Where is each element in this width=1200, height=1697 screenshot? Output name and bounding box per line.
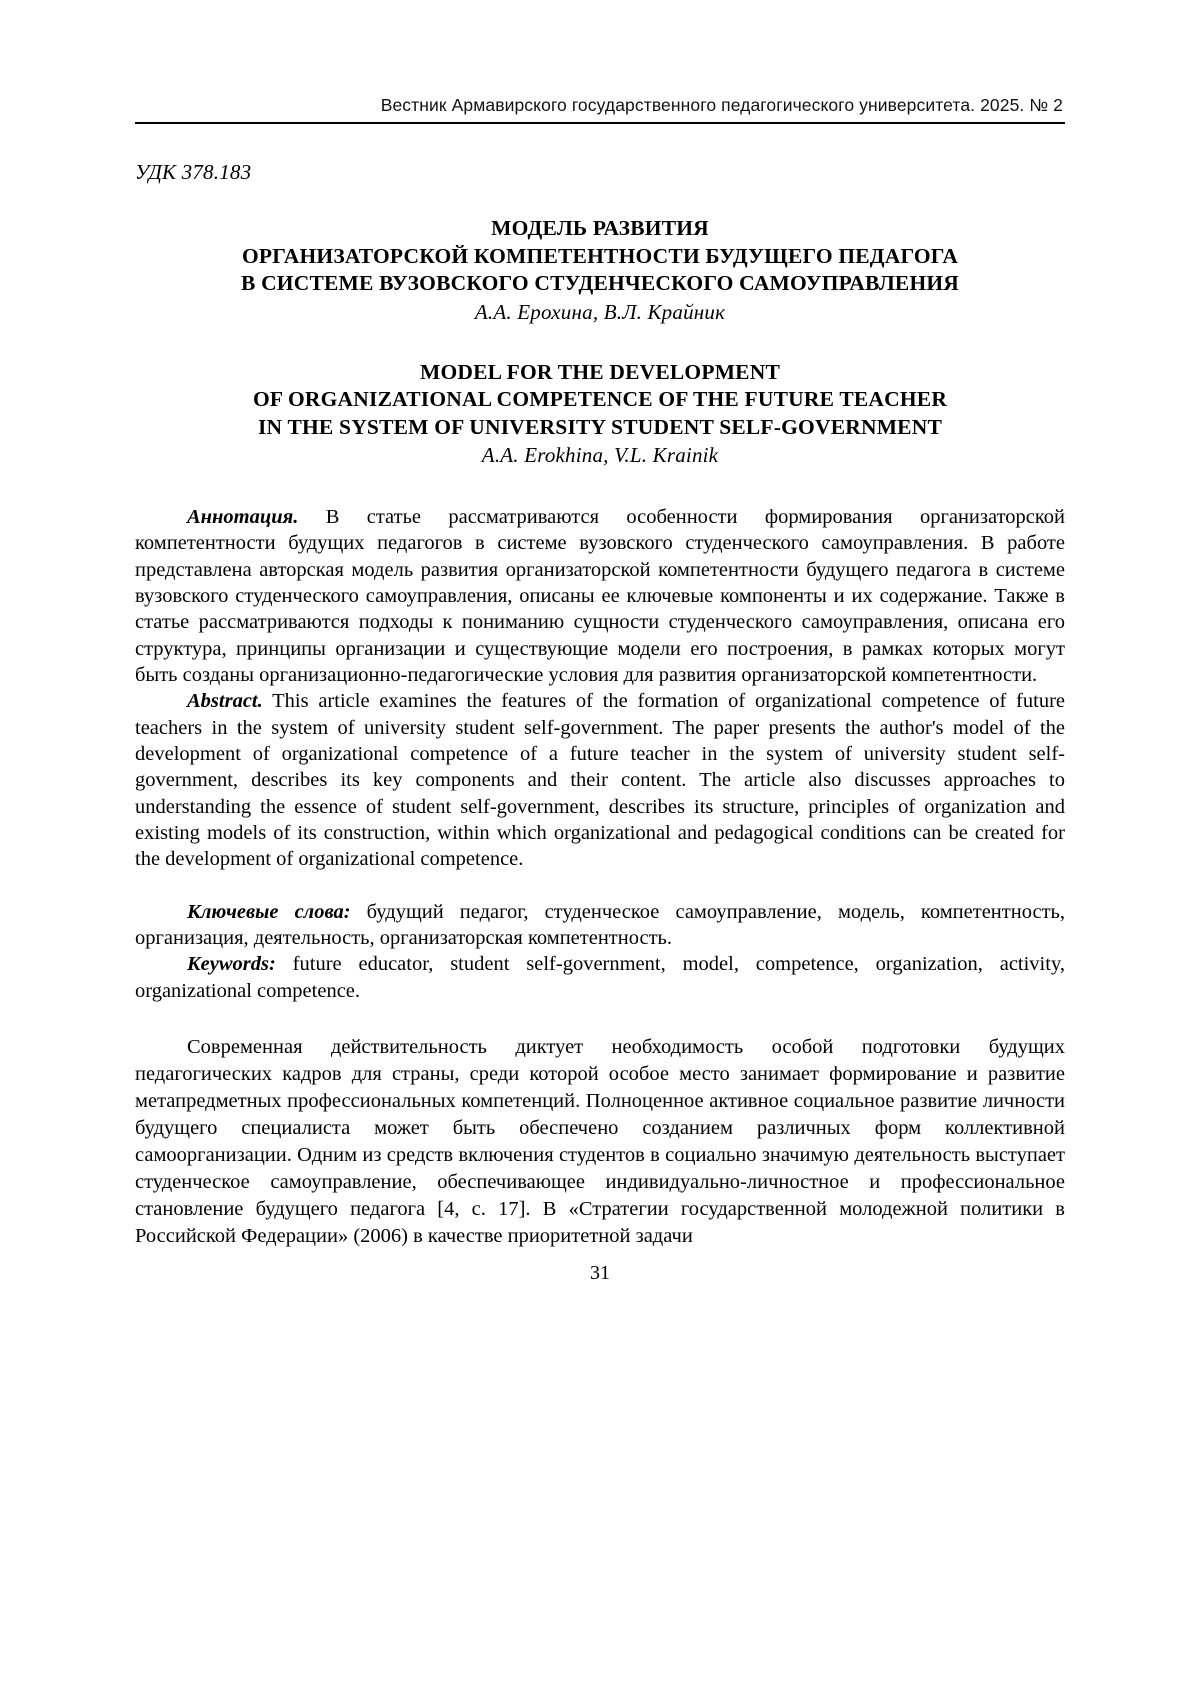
keywords-section [135,899,1065,1004]
title-russian-line-1: МОДЕЛЬ РАЗВИТИЯ [491,216,709,240]
abstract-russian [135,504,1065,688]
keywords-english-label: Keywords: [187,953,276,976]
authors-english: A.A. Erokhina, V.L. Krainik [481,443,719,468]
body-paragraph-1: Современная действительность диктует необходимость особой подготовки будущих педагогических кадров для страны, среди которой особое место занимает формирование и развитие метапредметных профессиональных компетенций. Полноценное активное социальное развитие личности будущего специалиста может быть обеспечено созданием различных форм коллективной самоорганизации. Одним из средств включения студентов в социально значимую деятельность выступает студенческое самоуправление, обеспечивающее индивидуально-личностное и профессиональное становление будущего педагога [4, с. 17]. В «Стратегии государственной молодежной политики в Российской Федерации» (2006) в качестве приоритетной задачи [135,1036,1065,1247]
page-number: 31 [590,1262,610,1284]
abstract-russian-label: Аннотация. [187,506,299,529]
title-english-line-2: OF ORGANIZATIONAL COMPETENCE OF THE FUTURE TEACHER [252,387,948,412]
abstract-section [135,504,1065,873]
abstract-english-label: Abstract. [187,690,263,713]
abstract-english-text: This article examines the features of the formation of organizational competence of future teachers in the system of university student self-government. The paper presents the author's model of the development of organizational competence of a future teacher in the system of university student self-government, describes its key components and their content. The article also discusses approaches to understanding the essence of student self-government, describes its structure, principles of organization and existing models of its construction, within which organizational and pedagogical conditions can be created for the development of organizational competence. [135,690,1065,871]
title-russian-line-3: В СИСТЕМЕ ВУЗОВСКОГО СТУДЕНЧЕСКОГО САМОУПРАВЛЕНИЯ [240,271,960,296]
keywords-russian-text: будущий педагог, студенческое самоуправление, модель, компетентность, организация, деятельность, организаторская компетентность. [135,900,1065,950]
title-english-line-1: MODEL FOR THE DEVELOPMENT [420,359,780,384]
title-russian-line-2: ОРГАНИЗАТОРСКОЙ КОМПЕТЕНТНОСТИ БУДУЩЕГО ПЕДАГОГА [241,243,959,268]
title-russian [135,215,1065,298]
body-section [135,1034,1065,1250]
keywords-russian-label: Ключевые слова: [187,900,351,923]
title-english [135,359,1065,442]
running-head: Вестник Армавирского государственного педагогического университета. 2025. № 2 [380,95,1063,115]
abstract-english [135,688,1065,872]
running-head-rule [135,122,1065,124]
keywords-english-text: future educator, student self-government, model, competence, organization, activity, organizational competence. [135,953,1065,1002]
authors-russian: А.А. Ерохина, В.Л. Крайник [474,299,726,324]
keywords-english [135,951,1065,1004]
title-english-line-3: IN THE SYSTEM OF UNIVERSITY STUDENT SELF-GOVERNMENT [257,414,942,439]
keywords-russian [135,899,1065,952]
udk-code: УДК 378.183 [135,160,252,184]
abstract-russian-text: В статье рассматриваются особенности формирования организаторской компетентности будущих педагогов в системе вузовского студенческого самоуправления. В работе представлена авторская модель развития организаторской компетентности будущего педагога в системе вузовского студенческого самоуправления, описаны ее ключевые компоненты и их содержание. Также в статье рассматриваются подходы к пониманию сущности студенческого самоуправления, описана его структура, принципы организации и существующие модели его построения, в рамках которых могут быть созданы организационно-педагогические условия для развития организаторской компетентности. [135,506,1065,687]
